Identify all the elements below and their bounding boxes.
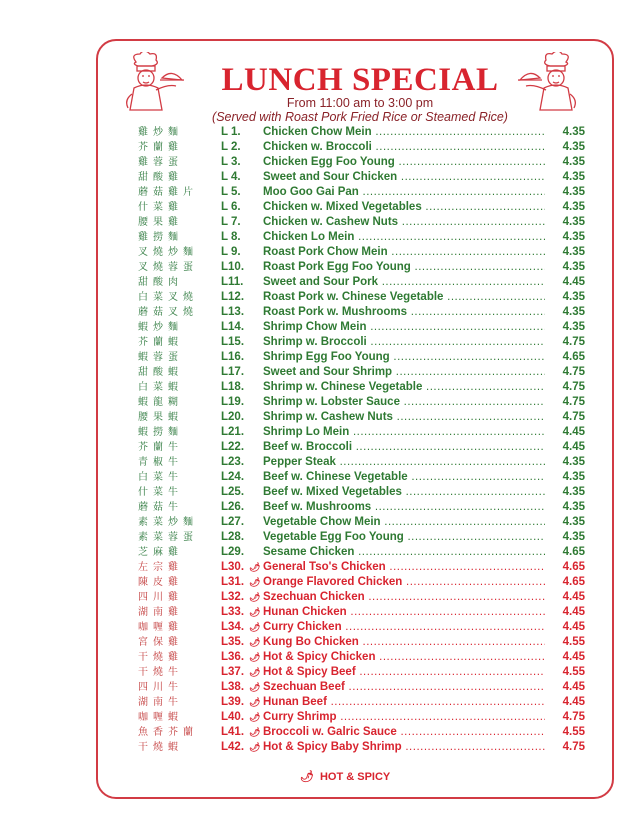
item-chinese-name: 白菜叉燒 <box>138 292 198 303</box>
item-name: Chicken w. Cashew Nuts ..... <box>263 215 545 230</box>
menu-item <box>138 455 588 470</box>
item-name: Roast Pork w. Chinese Vegetable ..... <box>263 290 545 305</box>
menu-item <box>138 440 588 455</box>
item-code: L 6. <box>221 201 241 213</box>
item-name: Szechuan Beef ..... <box>263 680 545 695</box>
hot-pepper-icon: 🌶︎ <box>249 667 261 677</box>
item-price: 4.65 <box>562 351 585 363</box>
menu-item <box>138 410 588 425</box>
menu-item <box>138 245 588 260</box>
item-code: L34. <box>221 621 245 633</box>
item-chinese-name: 素菜炒麵 <box>138 517 198 528</box>
item-code: L26. <box>221 501 245 513</box>
item-code: L12. <box>221 291 245 303</box>
item-chinese-name: 甜酸肉 <box>138 277 183 288</box>
menu-item <box>138 380 588 395</box>
menu-item <box>138 200 588 215</box>
item-code: L37. <box>221 666 245 678</box>
item-chinese-name: 青椒牛 <box>138 457 183 468</box>
menu-item <box>138 620 588 635</box>
item-name: Vegetable Chow Mein ..... <box>263 515 545 530</box>
menu-item <box>138 320 588 335</box>
item-price: 4.75 <box>562 711 585 723</box>
item-price: 4.75 <box>562 741 585 753</box>
item-price: 4.55 <box>562 666 585 678</box>
item-chinese-name: 甜酸蝦 <box>138 367 183 378</box>
menu-item <box>138 185 588 200</box>
hot-pepper-icon: 🌶︎ <box>249 577 261 587</box>
item-chinese-name: 白菜蝦 <box>138 382 183 393</box>
item-price: 4.35 <box>562 516 585 528</box>
item-code: L10. <box>221 261 245 273</box>
item-chinese-name: 蝦炒麵 <box>138 322 183 333</box>
menu-item <box>138 170 588 185</box>
menu-item <box>138 305 588 320</box>
hot-pepper-icon: 🌶︎ <box>249 682 261 692</box>
item-name: Chicken Lo Mein ..... <box>263 230 545 245</box>
item-price: 4.35 <box>562 486 585 498</box>
hot-spicy-legend <box>300 770 390 783</box>
item-name: Shrimp w. Chinese Vegetable ..... <box>263 380 545 395</box>
item-price: 4.35 <box>562 216 585 228</box>
menu-item <box>138 275 588 290</box>
item-name: Chicken Chow Mein ..... <box>263 125 545 140</box>
item-code: L39. <box>221 696 245 708</box>
item-price: 4.35 <box>562 306 585 318</box>
item-name: Roast Pork Chow Mein ..... <box>263 245 545 260</box>
item-price: 4.35 <box>562 201 585 213</box>
item-price: 4.45 <box>562 651 585 663</box>
hot-pepper-icon: 🌶︎ <box>249 637 261 647</box>
item-chinese-name: 蝦龍糊 <box>138 397 183 408</box>
item-name: Sesame Chicken ..... <box>263 545 545 560</box>
menu-item <box>138 545 588 560</box>
item-chinese-name: 叉燒蓉蛋 <box>138 262 198 273</box>
item-name: Orange Flavored Chicken ..... <box>263 575 545 590</box>
menu-item <box>138 140 588 155</box>
item-name: Pepper Steak ..... <box>263 455 545 470</box>
item-price: 4.45 <box>562 621 585 633</box>
item-chinese-name: 芝麻雞 <box>138 547 183 558</box>
hot-pepper-icon: 🌶︎ <box>300 771 314 783</box>
item-code: L33. <box>221 606 245 618</box>
item-name: Vegetable Egg Foo Young ..... <box>263 530 545 545</box>
item-price: 4.45 <box>562 426 585 438</box>
menu-item <box>138 365 588 380</box>
item-code: L14. <box>221 321 245 333</box>
item-name: Chicken w. Broccoli ..... <box>263 140 545 155</box>
menu-item <box>138 740 588 755</box>
item-name: Roast Pork w. Mushrooms ..... <box>263 305 545 320</box>
item-code: L27. <box>221 516 245 528</box>
item-chinese-name: 湖南雞 <box>138 607 183 618</box>
item-code: L40. <box>221 711 245 723</box>
item-chinese-name: 芥蘭雞 <box>138 142 183 153</box>
item-name: Shrimp w. Broccoli ..... <box>263 335 545 350</box>
item-name: Curry Shrimp ..... <box>263 710 545 725</box>
item-name: Broccoli w. Galric Sauce ..... <box>263 725 545 740</box>
hot-pepper-icon: 🌶︎ <box>249 697 261 707</box>
item-code: L 7. <box>221 216 241 228</box>
item-name: Sweet and Sour Pork ..... <box>263 275 545 290</box>
item-price: 4.45 <box>562 696 585 708</box>
item-price: 4.35 <box>562 531 585 543</box>
item-price: 4.45 <box>562 276 585 288</box>
item-code: L36. <box>221 651 245 663</box>
item-chinese-name: 雞蓉蛋 <box>138 157 183 168</box>
hot-pepper-icon: 🌶︎ <box>249 607 261 617</box>
item-code: L 3. <box>221 156 241 168</box>
item-name: Hunan Beef ..... <box>263 695 545 710</box>
page-title: LUNCH SPECIAL <box>221 62 499 98</box>
item-name: Chicken Egg Foo Young ..... <box>263 155 545 170</box>
item-chinese-name: 干燒蝦 <box>138 742 183 753</box>
item-name: Shrimp Chow Mein ..... <box>263 320 545 335</box>
item-price: 4.45 <box>562 681 585 693</box>
item-chinese-name: 魚香芥蘭 <box>138 727 198 738</box>
item-chinese-name: 蘑菇牛 <box>138 502 183 513</box>
menu-item <box>138 395 588 410</box>
item-chinese-name: 什菜雞 <box>138 202 183 213</box>
item-name: Roast Pork Egg Foo Young ..... <box>263 260 545 275</box>
item-code: L35. <box>221 636 245 648</box>
hot-pepper-icon: 🌶︎ <box>249 622 261 632</box>
menu-list <box>138 125 588 755</box>
item-price: 4.35 <box>562 246 585 258</box>
menu-item <box>138 215 588 230</box>
item-chinese-name: 咖喱蝦 <box>138 712 183 723</box>
menu-item <box>138 695 588 710</box>
item-chinese-name: 甜酸雞 <box>138 172 183 183</box>
item-price: 4.35 <box>562 261 585 273</box>
item-chinese-name: 宮保雞 <box>138 637 183 648</box>
hot-pepper-icon: 🌶︎ <box>249 712 261 722</box>
menu-item <box>138 425 588 440</box>
item-code: L16. <box>221 351 245 363</box>
item-price: 4.35 <box>562 156 585 168</box>
item-chinese-name: 咖喱雞 <box>138 622 183 633</box>
item-code: L22. <box>221 441 245 453</box>
item-price: 4.45 <box>562 606 585 618</box>
hot-pepper-icon: 🌶︎ <box>249 727 261 737</box>
item-code: L19. <box>221 396 245 408</box>
item-price: 4.35 <box>562 501 585 513</box>
item-code: L11. <box>221 276 244 288</box>
item-name: Hot & Spicy Baby Shrimp ..... <box>263 740 545 755</box>
menu-item <box>138 155 588 170</box>
item-name: Curry Chicken ..... <box>263 620 545 635</box>
item-name: Chicken w. Mixed Vegetables ..... <box>263 200 545 215</box>
item-price: 4.35 <box>562 471 585 483</box>
item-chinese-name: 湖南牛 <box>138 697 183 708</box>
item-price: 4.55 <box>562 726 585 738</box>
item-price: 4.75 <box>562 411 585 423</box>
item-price: 4.45 <box>562 591 585 603</box>
menu-item <box>138 605 588 620</box>
item-price: 4.35 <box>562 231 585 243</box>
hot-pepper-icon: 🌶︎ <box>249 742 261 752</box>
item-chinese-name: 陳皮雞 <box>138 577 183 588</box>
item-price: 4.45 <box>562 441 585 453</box>
item-price: 4.75 <box>562 366 585 378</box>
item-name: Szechuan Chicken ..... <box>263 590 545 605</box>
item-chinese-name: 干燒雞 <box>138 652 183 663</box>
item-code: L 8. <box>221 231 241 243</box>
item-name: Shrimp Egg Foo Young ..... <box>263 350 545 365</box>
menu-item <box>138 530 588 545</box>
item-code: L31. <box>221 576 245 588</box>
item-price: 4.75 <box>562 336 585 348</box>
item-code: L25. <box>221 486 245 498</box>
menu-item <box>138 515 588 530</box>
menu-item <box>138 485 588 500</box>
item-name: General Tso's Chicken ..... <box>263 560 545 575</box>
item-price: 4.65 <box>562 561 585 573</box>
menu-item <box>138 680 588 695</box>
menu-item <box>138 500 588 515</box>
menu-item <box>138 665 588 680</box>
item-chinese-name: 雞炒麵 <box>138 127 183 138</box>
menu-item <box>138 650 588 665</box>
hot-pepper-icon: 🌶︎ <box>249 652 261 662</box>
item-code: L 4. <box>221 171 241 183</box>
item-price: 4.35 <box>562 321 585 333</box>
item-chinese-name: 芥蘭牛 <box>138 442 183 453</box>
menu-item <box>138 725 588 740</box>
menu-item <box>138 590 588 605</box>
menu-item <box>138 470 588 485</box>
item-chinese-name: 素菜蓉蛋 <box>138 532 198 543</box>
item-price: 4.55 <box>562 636 585 648</box>
item-price: 4.35 <box>562 141 585 153</box>
item-chinese-name: 蘑菇雞片 <box>138 187 198 198</box>
item-code: L 1. <box>221 126 241 138</box>
item-code: L 5. <box>221 186 241 198</box>
item-name: Beef w. Mixed Vegetables ..... <box>263 485 545 500</box>
item-price: 4.65 <box>562 576 585 588</box>
menu-item <box>138 350 588 365</box>
item-code: L28. <box>221 531 245 543</box>
item-code: L24. <box>221 471 245 483</box>
item-name: Hot & Spicy Beef ..... <box>263 665 545 680</box>
menu-item <box>138 125 588 140</box>
served-with-text: (Served with Roast Pork Fried Rice or Steamed Rice) <box>212 110 508 124</box>
item-price: 4.35 <box>562 291 585 303</box>
item-code: L30. <box>221 561 245 573</box>
item-code: L18. <box>221 381 245 393</box>
item-chinese-name: 左宗雞 <box>138 562 183 573</box>
hours-text: From 11:00 am to 3:00 pm <box>286 96 434 110</box>
item-code: L21. <box>221 426 245 438</box>
item-code: L23. <box>221 456 245 468</box>
item-code: L 2. <box>221 141 241 153</box>
item-chinese-name: 芥蘭蝦 <box>138 337 183 348</box>
item-name: Shrimp w. Cashew Nuts ..... <box>263 410 545 425</box>
menu-item <box>138 560 588 575</box>
item-chinese-name: 白菜牛 <box>138 472 183 483</box>
item-code: L41. <box>221 726 245 738</box>
hot-pepper-icon: 🌶︎ <box>249 562 261 572</box>
menu-item <box>138 230 588 245</box>
legend-label: HOT & SPICY <box>319 771 391 783</box>
item-chinese-name: 雞撈麵 <box>138 232 183 243</box>
item-code: L17. <box>221 366 245 378</box>
item-chinese-name: 四川牛 <box>138 682 183 693</box>
item-chinese-name: 蝦撈麵 <box>138 427 183 438</box>
item-name: Beef w. Mushrooms ..... <box>263 500 545 515</box>
item-code: L42. <box>221 741 245 753</box>
item-code: L15. <box>221 336 245 348</box>
item-price: 4.65 <box>562 546 585 558</box>
item-chinese-name: 干燒牛 <box>138 667 183 678</box>
item-code: L 9. <box>221 246 241 258</box>
item-price: 4.35 <box>562 456 585 468</box>
item-name: Hot & Spicy Chicken ..... <box>263 650 545 665</box>
item-name: Kung Bo Chicken ..... <box>263 635 545 650</box>
item-chinese-name: 叉燒炒麵 <box>138 247 198 258</box>
item-code: L32. <box>221 591 245 603</box>
item-price: 4.35 <box>562 171 585 183</box>
item-chinese-name: 四川雞 <box>138 592 183 603</box>
item-chinese-name: 蘑菇叉燒 <box>138 307 198 318</box>
item-price: 4.35 <box>562 186 585 198</box>
menu-item <box>138 710 588 725</box>
item-code: L13. <box>221 306 245 318</box>
item-name: Sweet and Sour Shrimp ..... <box>263 365 545 380</box>
item-chinese-name: 腰果蝦 <box>138 412 183 423</box>
menu-item <box>138 335 588 350</box>
item-name: Moo Goo Gai Pan ..... <box>263 185 545 200</box>
hot-pepper-icon: 🌶︎ <box>249 592 261 602</box>
item-name: Sweet and Sour Chicken ..... <box>263 170 545 185</box>
item-code: L29. <box>221 546 245 558</box>
item-code: L38. <box>221 681 245 693</box>
item-price: 4.75 <box>562 381 585 393</box>
menu-item <box>138 635 588 650</box>
item-name: Beef w. Chinese Vegetable ..... <box>263 470 545 485</box>
item-name: Shrimp w. Lobster Sauce ..... <box>263 395 545 410</box>
item-code: L20. <box>221 411 245 423</box>
item-chinese-name: 什菜牛 <box>138 487 183 498</box>
item-chinese-name: 腰果雞 <box>138 217 183 228</box>
menu-item <box>138 290 588 305</box>
item-name: Beef w. Broccoli ..... <box>263 440 545 455</box>
menu-item <box>138 575 588 590</box>
item-name: Hunan Chicken ..... <box>263 605 545 620</box>
menu-item <box>138 260 588 275</box>
item-name: Shrimp Lo Mein ..... <box>263 425 545 440</box>
item-price: 4.75 <box>562 396 585 408</box>
item-price: 4.35 <box>562 126 585 138</box>
item-chinese-name: 蝦蓉蛋 <box>138 352 183 363</box>
